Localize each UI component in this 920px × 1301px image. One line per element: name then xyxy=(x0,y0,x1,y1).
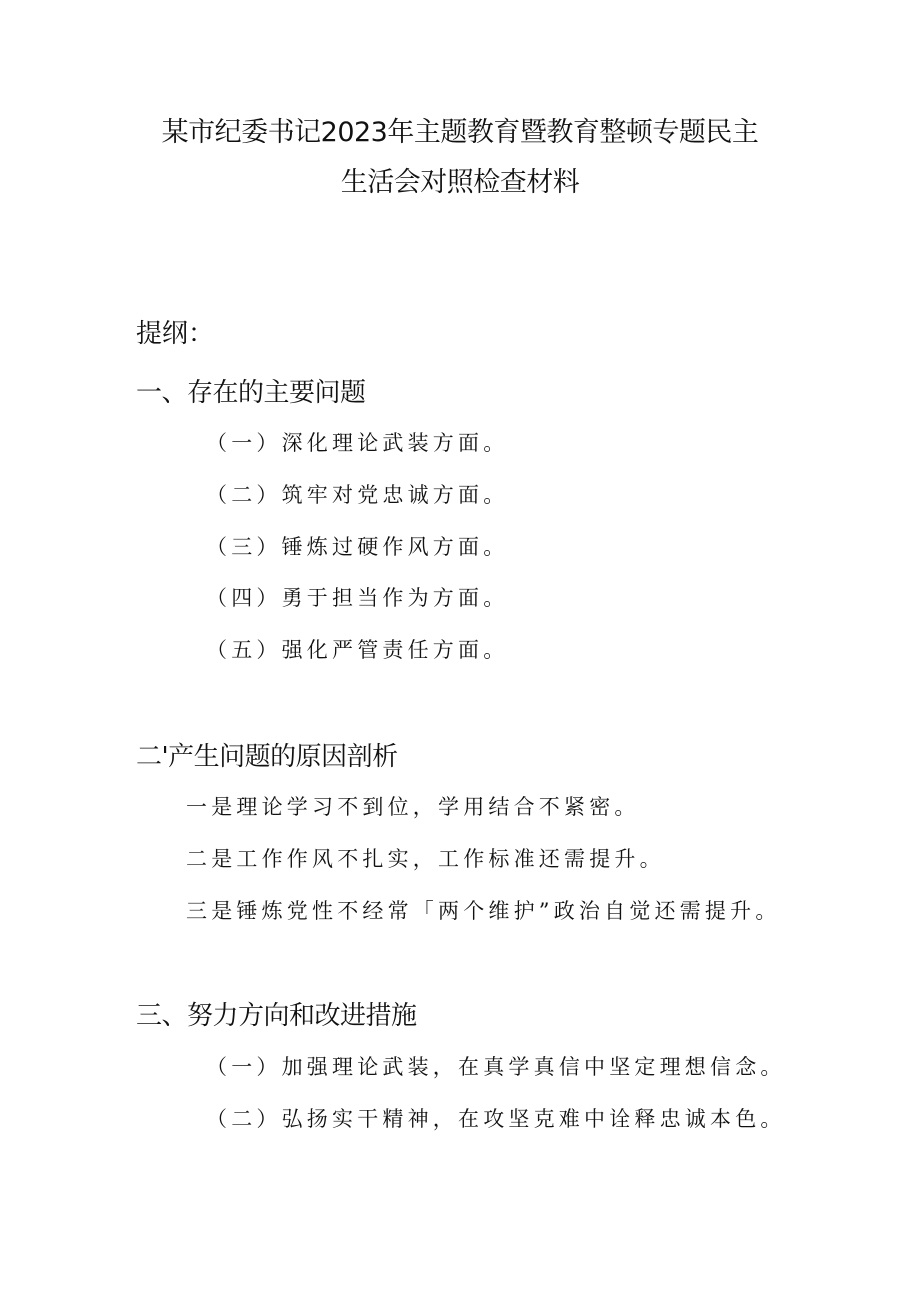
section-heading-causes: 二'产生问题的原因剖析 xyxy=(136,742,398,772)
list-item: （一）加强理论武装，在真学真信中坚定理想信念。 xyxy=(206,1055,786,1079)
document-title-line-2: 生活会对照检查材料 xyxy=(340,167,580,198)
list-item: （三）锤炼过硬作风方面。 xyxy=(206,535,509,559)
document-title-line-1: 某市纪委书记2023年主题教育暨教育整顿专题民主 xyxy=(161,117,759,148)
section-heading-measures: 三、努力方向和改进措施 xyxy=(136,1001,417,1031)
list-item: （二）弘扬实干精神，在攻坚克难中诠释忠诚本色。 xyxy=(206,1107,786,1131)
list-item: （五）强化严管责任方面。 xyxy=(206,638,509,662)
list-item: （一）深化理论武装方面。 xyxy=(206,431,509,455)
list-item: 一是理论学习不到位，学用结合不紧密。 xyxy=(186,795,640,819)
list-item: 三是锤炼党性不经常「两个维护”政治自觉还需提升。 xyxy=(186,899,781,923)
outline-label: 提纲： xyxy=(136,319,215,349)
section-heading-problems: 一、存在的主要问题 xyxy=(136,378,366,408)
list-item: （四）勇于担当作为方面。 xyxy=(206,586,509,610)
list-item: 二是工作作风不扎实，工作标准还需提升。 xyxy=(186,847,665,871)
list-item: （二）筑牢对党忠诚方面。 xyxy=(206,483,509,507)
